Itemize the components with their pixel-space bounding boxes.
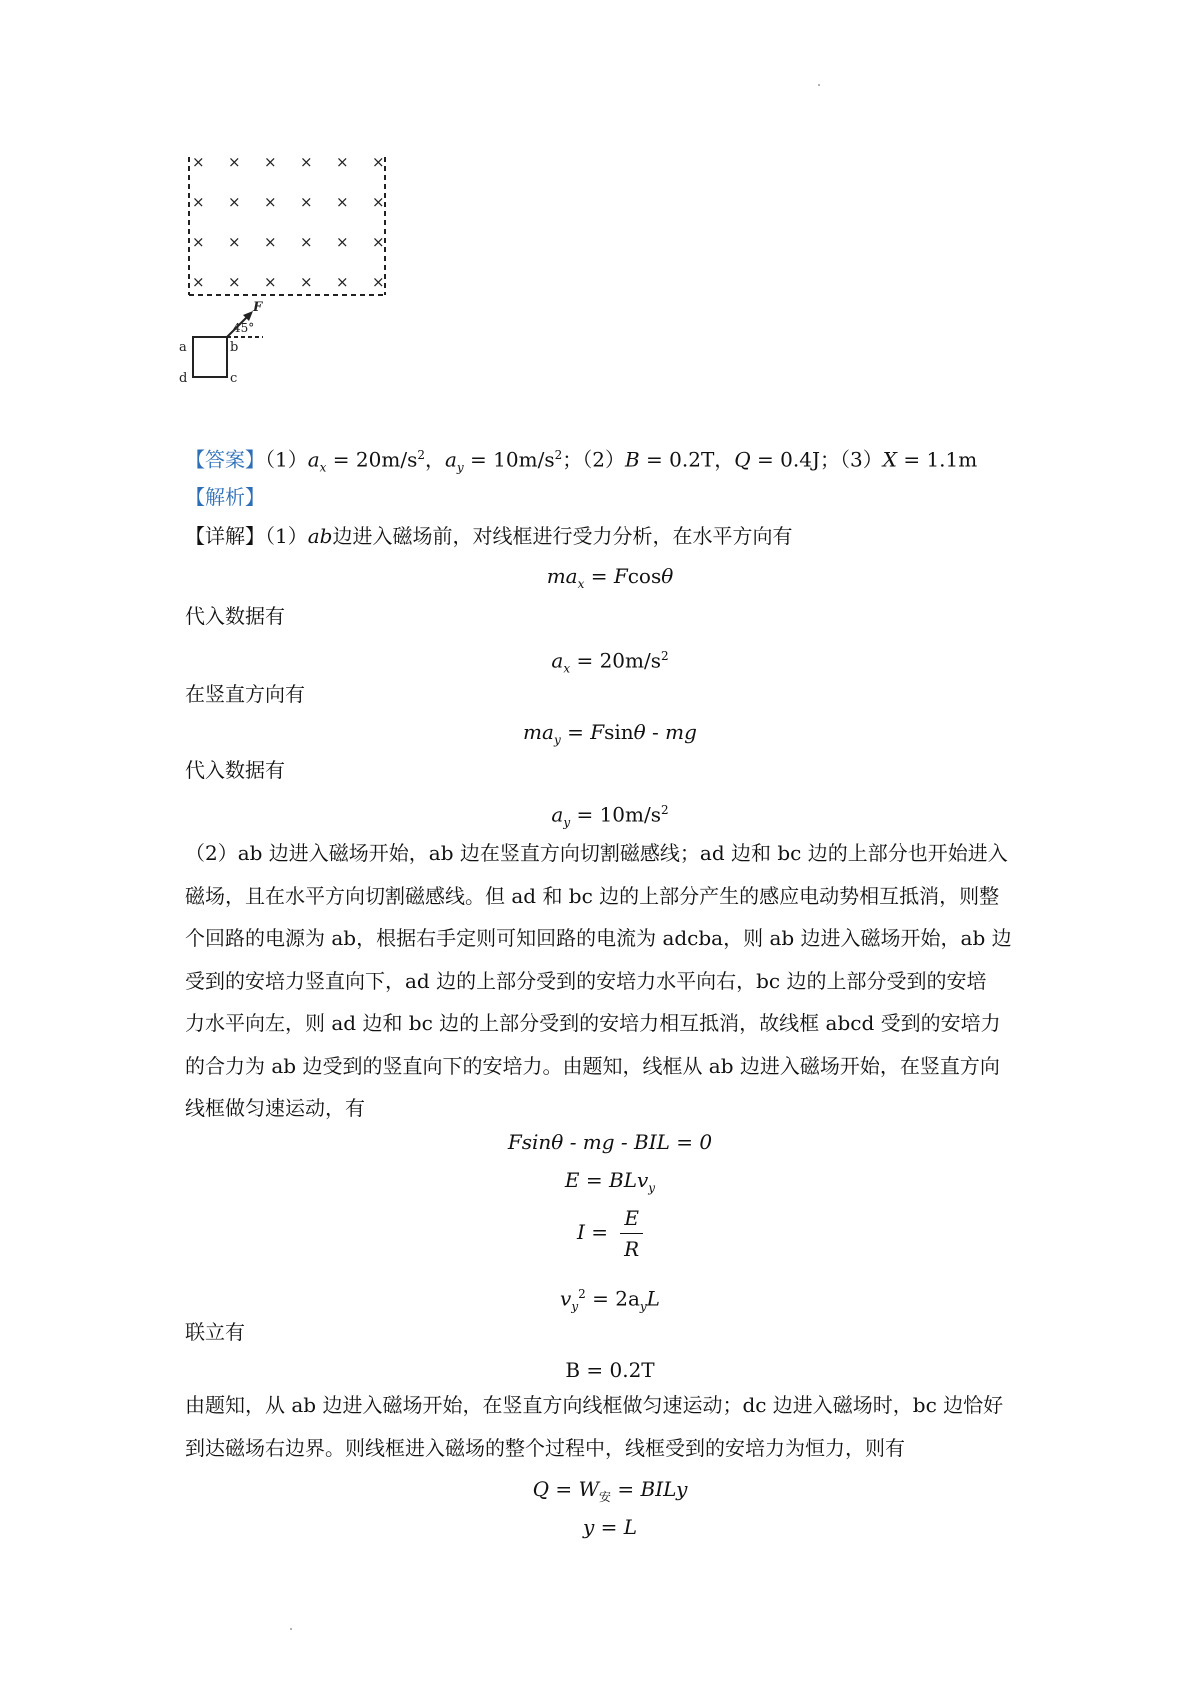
field-cross: × bbox=[336, 193, 349, 211]
equation-8 bbox=[185, 1280, 1035, 1321]
field-cross: × bbox=[228, 233, 241, 251]
para-line: 力水平向左，则 ad 边和 bc 边的上部分受到的安培力相互抵消，故线框 abcd 受到的安培力 bbox=[185, 1011, 1001, 1035]
eq-sub: y bbox=[563, 815, 571, 830]
text-substitute-1: 代入数据有 bbox=[185, 604, 285, 628]
equation-2 bbox=[185, 642, 1035, 683]
detail-tag: 【详解】 bbox=[185, 524, 265, 548]
field-cross: × bbox=[192, 233, 205, 251]
answer-line bbox=[185, 441, 1035, 482]
eq-term: a bbox=[551, 648, 564, 673]
B-symbol: B bbox=[624, 447, 640, 472]
eq-sup: 2 bbox=[660, 803, 669, 817]
field-cross: × bbox=[264, 153, 277, 171]
equation-7 bbox=[185, 1203, 1035, 1264]
para-line: 受到的安培力竖直向下，ad 边的上部分受到的安培力水平向右，bc 边的上部分受到的安培 bbox=[185, 968, 987, 993]
corner-d: d bbox=[179, 371, 188, 386]
ax-value: = 20m/s bbox=[326, 447, 418, 472]
eq-term: a bbox=[551, 802, 564, 827]
field-cross: × bbox=[228, 273, 241, 291]
eq-sub: y bbox=[648, 1181, 656, 1195]
magnetic-field-figure bbox=[179, 153, 425, 430]
para-line: 磁场，且在水平方向切割磁感线。但 ad 和 bc 边的上部分产生的感应电动势相互抵消，则整 bbox=[185, 883, 1000, 908]
eq-term: a bbox=[565, 564, 578, 588]
paragraph-3 bbox=[185, 1384, 1035, 1469]
para-line: 个回路的电源为 ab，根据右手定则可知回路的电流为 adcba，则 ab 边进入磁场开始，ab 边 bbox=[185, 926, 1012, 950]
eq-term: v bbox=[560, 1286, 572, 1311]
eq-sub: x bbox=[577, 577, 585, 591]
eq-sup: 2 bbox=[578, 1287, 586, 1301]
eq-term: = F bbox=[584, 564, 628, 588]
force-label: F bbox=[253, 300, 263, 315]
eq-term: = F bbox=[560, 720, 605, 744]
field-cross: × bbox=[372, 233, 385, 251]
ax-symbol: a bbox=[307, 447, 320, 472]
B-value: = 0.2T， bbox=[639, 447, 735, 472]
text-vertical: 在竖直方向有 bbox=[185, 682, 305, 706]
scan-mark bbox=[818, 84, 820, 86]
ay-value: = 10m/s bbox=[463, 447, 555, 472]
numerator: E bbox=[620, 1203, 643, 1234]
detail-text: 边进入磁场前，对线框进行受力分析，在水平方向有 bbox=[332, 524, 793, 548]
field-cross: × bbox=[264, 233, 277, 251]
X-symbol: X bbox=[882, 447, 897, 472]
eq-sup: 2 bbox=[660, 649, 669, 663]
eq-term: E bbox=[564, 1168, 580, 1192]
exp: 2 bbox=[554, 448, 563, 462]
part-label: （1） bbox=[265, 447, 308, 472]
corner-a: a bbox=[179, 340, 187, 355]
field-cross: × bbox=[336, 273, 349, 291]
eq-func: cos bbox=[627, 564, 662, 588]
ay-sub: y bbox=[456, 460, 464, 475]
equation-1 bbox=[185, 562, 1035, 598]
field-cross: × bbox=[300, 193, 313, 211]
eq-sub: 安 bbox=[599, 1490, 612, 1504]
field-boundary bbox=[189, 157, 385, 295]
part-label: （1） bbox=[265, 524, 308, 548]
separator: ， bbox=[424, 447, 445, 472]
equation-3 bbox=[185, 718, 1035, 754]
eq-term: ma bbox=[523, 720, 554, 744]
field-crosses bbox=[192, 153, 385, 291]
equation-10 bbox=[185, 1475, 1035, 1511]
equation-5: Fsinθ - mg - BIL = 0 bbox=[507, 1130, 713, 1154]
text-substitute-2: 代入数据有 bbox=[185, 758, 285, 782]
field-cross: × bbox=[192, 153, 205, 171]
X-value: = 1.1m bbox=[896, 447, 978, 472]
field-cross: × bbox=[192, 273, 205, 291]
detail-intro bbox=[185, 522, 1035, 550]
eq-term: = BLv bbox=[579, 1168, 649, 1192]
ax-sub: x bbox=[319, 460, 327, 475]
Q-symbol: Q bbox=[734, 447, 751, 472]
eq-op: - bbox=[645, 720, 666, 744]
field-cross: × bbox=[228, 153, 241, 171]
wire-frame bbox=[193, 337, 227, 377]
equation-11: y = L bbox=[582, 1515, 638, 1539]
denominator: R bbox=[624, 1237, 640, 1261]
field-cross: × bbox=[228, 193, 241, 211]
eq-term: mg bbox=[665, 720, 697, 744]
eq-term: = BILy bbox=[611, 1477, 688, 1501]
field-cross: × bbox=[300, 273, 313, 291]
edge-ab: ab bbox=[307, 524, 333, 548]
eq-sub: y bbox=[553, 733, 561, 747]
separator: ；（2） bbox=[562, 447, 625, 472]
corner-b: b bbox=[230, 340, 239, 355]
field-cross: × bbox=[264, 193, 277, 211]
eq-sub: y bbox=[571, 1299, 579, 1314]
field-cross: × bbox=[372, 273, 385, 291]
field-cross: × bbox=[300, 153, 313, 171]
field-cross: × bbox=[372, 153, 385, 171]
para-line: 到达磁场右边界。则线框进入磁场的整个过程中，线框受到的安培力为恒力，则有 bbox=[185, 1435, 905, 1460]
para-line: 由题知，从 ab 边进入磁场开始，在竖直方向线框做匀速运动；dc 边进入磁场时，bc 边恰好 bbox=[185, 1393, 1004, 1417]
angle-label: 45° bbox=[233, 321, 255, 335]
corner-c: c bbox=[230, 371, 238, 386]
eq-term: θ bbox=[661, 564, 674, 588]
exp: 2 bbox=[417, 448, 425, 462]
eq-func: sin bbox=[604, 720, 634, 744]
eq-value: = 10m/s bbox=[570, 802, 661, 827]
eq-term: Q = W bbox=[532, 1477, 600, 1501]
field-cross: × bbox=[336, 233, 349, 251]
eq-sub: y bbox=[639, 1299, 647, 1314]
Q-value: = 0.4J；（3） bbox=[750, 447, 883, 472]
eq-term: L bbox=[646, 1286, 660, 1311]
eq-sub: x bbox=[563, 661, 571, 676]
equation-6 bbox=[185, 1166, 1035, 1202]
field-cross: × bbox=[372, 193, 385, 211]
eq-term: θ bbox=[633, 720, 646, 744]
equation-9: B = 0.2T bbox=[565, 1358, 655, 1382]
equation-4 bbox=[185, 796, 1035, 837]
analysis-tag: 【解析】 bbox=[185, 485, 265, 509]
eq-term: m bbox=[546, 564, 566, 588]
paragraph-2 bbox=[185, 832, 1035, 1130]
eq-value: = 2a bbox=[585, 1286, 640, 1311]
ay-symbol: a bbox=[444, 447, 457, 472]
answer-tag: 【答案】 bbox=[185, 447, 265, 472]
text-combine: 联立有 bbox=[185, 1320, 245, 1344]
eq-term: I = bbox=[577, 1220, 615, 1244]
para-line: 线框做匀速运动，有 bbox=[185, 1096, 365, 1120]
para-line: 的合力为 ab 边受到的竖直向下的安培力。由题知，线框从 ab 边进入磁场开始，在竖直方向 bbox=[185, 1053, 1000, 1078]
field-cross: × bbox=[300, 233, 313, 251]
field-cross: × bbox=[336, 153, 349, 171]
field-cross: × bbox=[192, 193, 205, 211]
eq-value: = 20m/s bbox=[570, 648, 661, 673]
scan-mark bbox=[290, 1628, 292, 1630]
field-cross: × bbox=[264, 273, 277, 291]
para-line: （2）ab 边进入磁场开始，ab 边在竖直方向切割磁感线；ad 边和 bc 边的上部分也开始进入 bbox=[185, 841, 1008, 865]
fraction bbox=[620, 1203, 643, 1264]
